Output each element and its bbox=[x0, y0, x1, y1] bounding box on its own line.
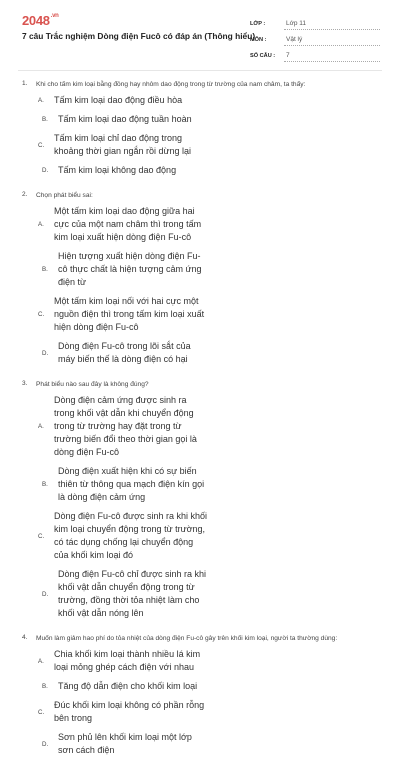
question-text: Phát biểu nào sau đây là không đúng? bbox=[36, 381, 149, 388]
option-a[interactable] bbox=[38, 648, 209, 674]
option-letter: B. bbox=[42, 481, 48, 488]
option-text: Đúc khối kim loại không có phần rỗng bên trong bbox=[54, 700, 205, 723]
site-logo[interactable] bbox=[22, 13, 59, 28]
option-letter: B. bbox=[42, 683, 48, 690]
option-text: Dòng điện cảm ứng được sinh ra trong khối vật dẫn khi chuyển động trong từ trường hay đặt trong từ trường biến đổi theo thời gian gọi là dòng điện Fu-cô bbox=[54, 395, 197, 457]
meta-value: Lớp 11 bbox=[284, 20, 380, 30]
option-letter: C. bbox=[38, 708, 45, 716]
option-text: Dòng điện Fu-cô trong lõi sắt của máy biến thế là dòng điện có hại bbox=[58, 341, 191, 364]
question-number: 1. bbox=[22, 80, 28, 87]
question-text: Muốn làm giảm hao phí do tỏa nhiệt của dòng điện Fu-cô gây trên khối kim loại, người ta thường dùng: bbox=[36, 635, 338, 642]
option-b[interactable] bbox=[38, 465, 209, 504]
option-text: Tăng độ dẫn điện cho khối kim loại bbox=[58, 681, 198, 691]
option-letter: A. bbox=[38, 657, 44, 665]
option-text: Dòng điện Fu-cô được sinh ra khi khối kim loại chuyển động trong từ trường, có tác dụng chống lại chuyển động của khối kim loại đó bbox=[54, 511, 207, 560]
option-text: Hiện tượng xuất hiện dòng điện Fu-cô thực chất là hiện tượng cảm ứng điện từ bbox=[58, 251, 202, 287]
option-text: Tấm kim loại chỉ dao động trong khoảng thời gian ngắn rồi dừng lại bbox=[54, 133, 192, 156]
option-letter: D. bbox=[42, 740, 49, 748]
option-letter: A. bbox=[38, 423, 44, 430]
option-list bbox=[38, 94, 378, 183]
option-letter: C. bbox=[38, 532, 45, 540]
option-b[interactable] bbox=[38, 113, 209, 126]
option-letter: D. bbox=[42, 167, 49, 174]
question-number: 4. bbox=[22, 634, 28, 641]
question-4 bbox=[0, 634, 400, 763]
option-text: Tấm kim loại không dao động bbox=[58, 165, 177, 175]
option-list bbox=[38, 394, 378, 626]
question-text: Chọn phát biểu sai: bbox=[36, 192, 93, 199]
meta-label: SỐ CÂU : bbox=[250, 53, 276, 59]
header-divider bbox=[18, 70, 382, 71]
option-b[interactable] bbox=[38, 680, 209, 693]
option-letter: C. bbox=[38, 141, 45, 149]
option-a[interactable] bbox=[38, 94, 209, 107]
question-number: 3. bbox=[22, 380, 28, 387]
option-text: Dòng điện xuất hiện khi có sự biến thiên từ thông qua mạch điện kín gọi là dòng điện cảm ứng bbox=[58, 466, 205, 502]
option-c[interactable] bbox=[38, 510, 209, 562]
meta-value: 7 bbox=[284, 52, 380, 62]
option-b[interactable] bbox=[38, 250, 209, 289]
meta-label: MÔN : bbox=[250, 37, 267, 43]
option-c[interactable] bbox=[38, 132, 209, 158]
option-text: Một tấm kim loại dao động giữa hai cực của một nam châm thì trong tấm kim loại xuất hiện dòng điện Fu-cô bbox=[54, 206, 202, 242]
meta-label: LỚP : bbox=[250, 21, 266, 27]
option-text: Dòng điện Fu-cô chỉ được sinh ra khi khối vật dẫn chuyển động trong từ trường, đồng thời tỏa nhiệt làm cho khối vật dẫn nóng lên bbox=[58, 569, 206, 618]
meta-row-class bbox=[250, 14, 380, 30]
question-list bbox=[0, 76, 400, 763]
option-d[interactable] bbox=[38, 164, 209, 177]
meta-row-count bbox=[250, 46, 380, 62]
option-c[interactable] bbox=[38, 295, 209, 334]
option-a[interactable] bbox=[38, 394, 209, 459]
option-text: Tấm kim loại dao động tuần hoàn bbox=[58, 114, 192, 124]
worksheet-title: 7 câu Trắc nghiệm Dòng điện Fucô có đáp án (Thông hiểu) bbox=[22, 31, 256, 41]
option-d[interactable] bbox=[38, 340, 209, 366]
question-number: 2. bbox=[22, 191, 28, 198]
option-list bbox=[38, 205, 378, 372]
meta-row-subject bbox=[250, 30, 380, 46]
option-d[interactable] bbox=[38, 568, 209, 620]
option-text: Một tấm kim loại nối với hai cực một nguồn điện thì trong tấm kim loại xuất hiện dòng điện Fu-cô bbox=[54, 296, 205, 332]
option-text: Chia khối kim loại thành nhiều lá kim loại mỏng ghép cách điện với nhau bbox=[54, 649, 201, 672]
option-text: Tấm kim loại dao động điều hòa bbox=[54, 95, 183, 105]
option-letter: B. bbox=[42, 266, 48, 273]
option-d[interactable] bbox=[38, 731, 209, 757]
option-c[interactable] bbox=[38, 699, 209, 725]
option-letter: C. bbox=[38, 311, 45, 318]
question-2 bbox=[0, 191, 400, 372]
option-letter: D. bbox=[42, 349, 49, 357]
logo-main: 2048 bbox=[22, 13, 50, 28]
logo-suffix: .vn bbox=[50, 13, 59, 19]
question-1 bbox=[0, 80, 400, 183]
option-a[interactable] bbox=[38, 205, 209, 244]
option-letter: B. bbox=[42, 116, 48, 123]
option-list bbox=[38, 648, 378, 763]
worksheet-header bbox=[0, 0, 400, 68]
option-letter: D. bbox=[42, 590, 49, 598]
question-text: Khi cho tấm kim loại bằng đồng hay nhôm dao động trong từ trường của nam châm, ta thấy: bbox=[36, 81, 306, 88]
option-letter: A. bbox=[38, 97, 44, 104]
worksheet-meta bbox=[250, 14, 380, 62]
option-letter: A. bbox=[38, 221, 44, 228]
option-text: Sơn phủ lên khối kim loại một lớp sơn cách điện bbox=[58, 732, 192, 755]
meta-value: Vật lý bbox=[284, 36, 380, 46]
question-3 bbox=[0, 380, 400, 626]
